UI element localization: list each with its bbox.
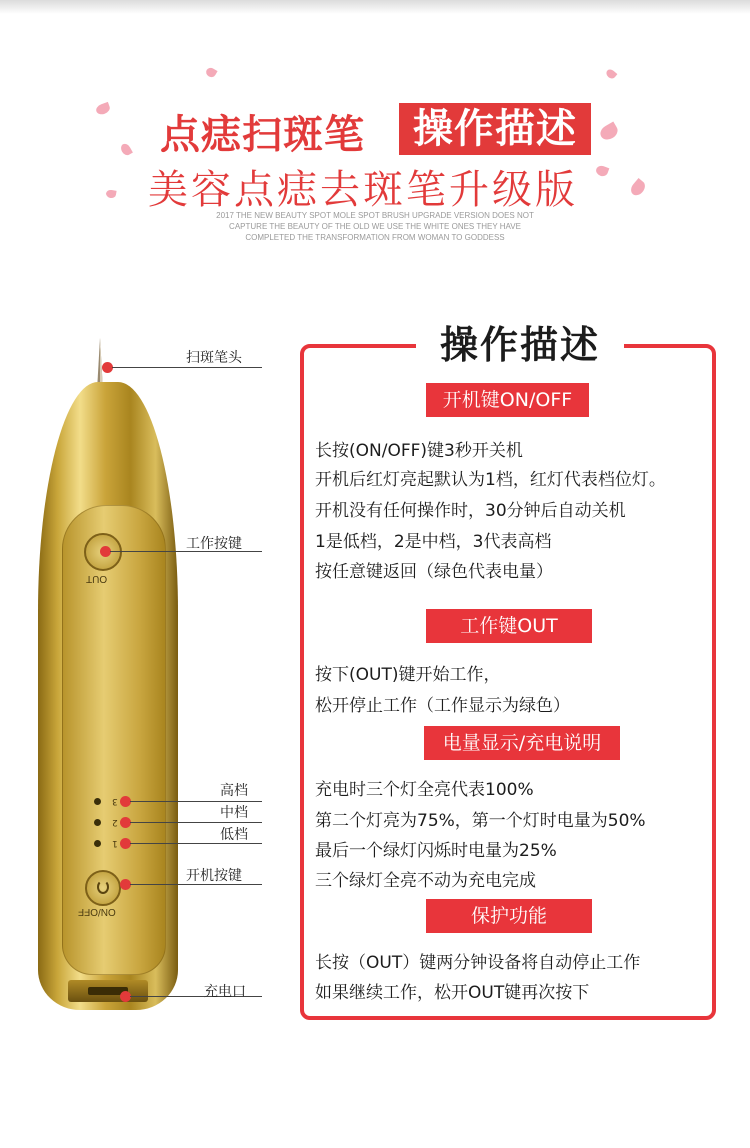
section-onoff-line: 1是低档，2是中档，3代表高档 [315,532,552,552]
pen-led-3 [94,798,101,805]
callout-label-high: 高档 [220,783,248,799]
pen-front-panel [62,505,166,975]
pen-onoff-label: ON/OFF [78,906,116,917]
section-header-onoff: 开机键ON/OFF [426,383,589,417]
headline-subtitle: 美容点痣去斑笔升级版 [148,167,578,213]
english-tagline-line: 2017 THE NEW BEAUTY SPOT MOLE SPOT BRUSH UPGRADE VERSION DOES NOT [216,211,534,220]
callout-line [112,367,262,368]
pen-out-label: OUT [86,573,108,584]
english-tagline-line: CAPTURE THE BEAUTY OF THE OLD WE USE THE WHITE ONES THEY HAVE [229,222,521,231]
power-icon [97,880,109,894]
section-onoff-line: 开机没有任何操作时，30分钟后自动关机 [315,501,626,521]
section-onoff-line: 开机后红灯亮起默认为1档，红灯代表档位灯。 [315,470,666,490]
section-protection-line: 长按（OUT）键两分钟设备将自动停止工作 [315,953,641,973]
section-out-line: 松开停止工作（工作显示为绿色） [315,696,570,716]
section-onoff-line: 按任意键返回（绿色代表电量） [315,562,553,582]
callout-label-low: 低档 [220,827,248,843]
section-battery-line: 第二个灯亮为75%，第一个灯时电量为50% [315,811,646,831]
section-header-out: 工作键OUT [426,609,592,643]
section-battery-line: 最后一个绿灯闪烁时电量为25% [315,841,557,861]
pen-led-number: 3 [112,796,118,806]
callout-label-tip: 扫斑笔头 [186,350,242,366]
callout-line [130,822,262,823]
headline-product-name: 点痣扫斑笔 [160,112,365,158]
callout-label-mid: 中档 [220,805,248,821]
top-shadow [0,0,750,14]
section-onoff-line: 长按(ON/OFF)键3秒开关机 [315,441,523,461]
section-out-line: 按下(OUT)键开始工作， [315,665,501,685]
section-battery-line: 三个绿灯全亮不动为充电完成 [315,871,536,891]
callout-label-power-button: 开机按键 [186,868,242,884]
pen-led-1 [94,840,101,847]
english-tagline-line: COMPLETED THE TRANSFORMATION FROM WOMAN TO GODDESS [245,233,505,242]
section-header-battery: 电量显示/充电说明 [424,726,620,760]
pen-led-2 [94,819,101,826]
section-battery-line: 充电时三个灯全亮代表100% [315,780,534,800]
section-header-protection: 保护功能 [426,899,592,933]
section-protection-line: 如果继续工作，松开OUT键再次按下 [315,983,590,1003]
pen-led-number: 1 [112,838,118,848]
panel-title: 操作描述 [439,323,600,367]
pen-led-number: 2 [112,817,118,827]
headline-operation-badge: 操作描述 [399,103,591,155]
callout-label-work-button: 工作按键 [186,536,242,552]
english-tagline [185,210,565,243]
callout-label-charge-port: 充电口 [204,984,246,1000]
